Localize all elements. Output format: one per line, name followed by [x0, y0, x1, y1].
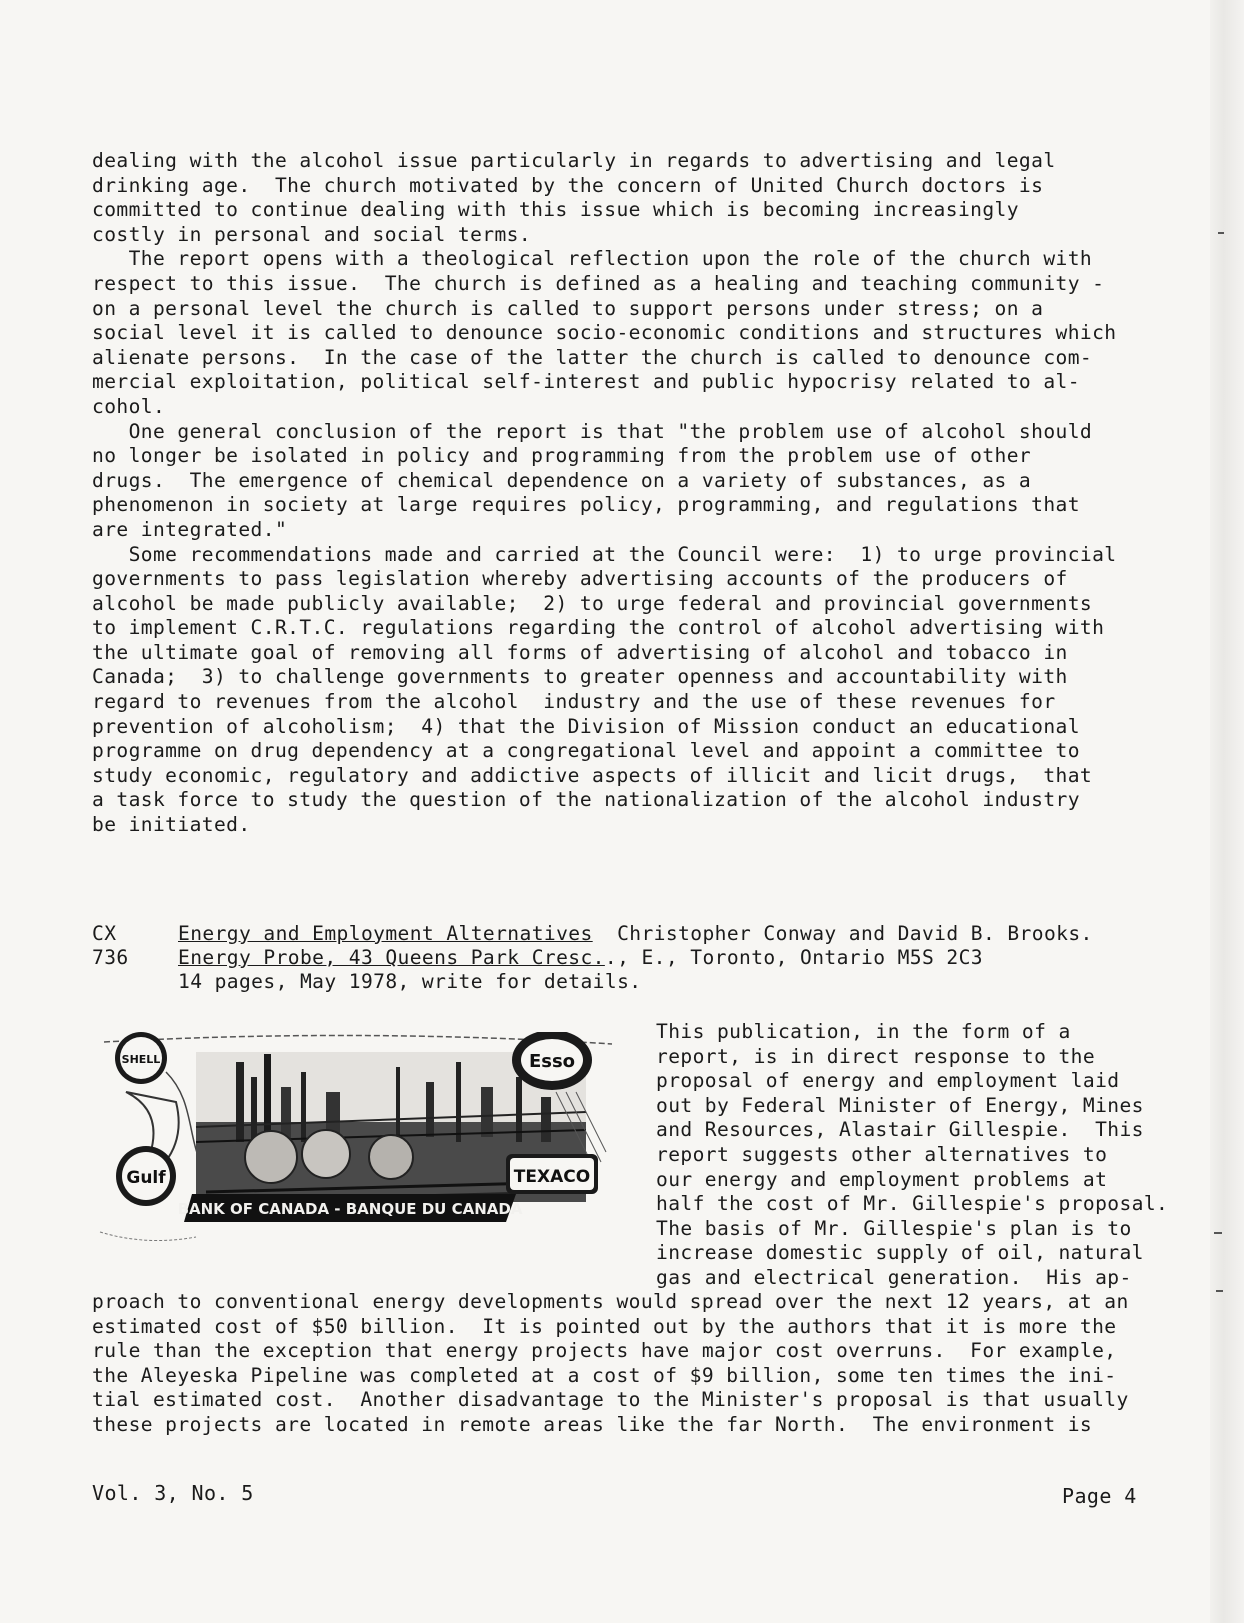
- citation-title: Energy and Employment Alternatives: [178, 922, 593, 945]
- text-line: regard to revenues from the alcohol industry and the use of these revenues for: [92, 690, 1056, 714]
- citation-authors: Christopher Conway and David B. Brooks.: [592, 922, 1093, 945]
- text-line: increase domestic supply of oil, natural: [656, 1241, 1144, 1265]
- citation-body: [178, 922, 1138, 994]
- text-line: cohol.: [92, 394, 166, 418]
- citation-details: 14 pages, May 1978, write for details.: [178, 970, 642, 993]
- refinery-illustration: [96, 1032, 620, 1248]
- catalog-code: [92, 922, 152, 970]
- intro-text: [92, 149, 1132, 838]
- text-line: and Resources, Alastair Gillespie. This: [656, 1118, 1144, 1142]
- text-line: governments to pass legislation whereby advertising accounts of the producers of: [92, 567, 1068, 591]
- margin-mark: [1216, 1290, 1223, 1292]
- text-line: drinking age. The church motivated by the concern of United Church doctors is: [92, 173, 1044, 197]
- page-number: Page 4: [1062, 1484, 1137, 1508]
- text-line: these projects are located in remote areas like the far North. The environment is: [92, 1412, 1093, 1436]
- text-line: programme on drug dependency at a congregational level and appoint a committee to: [92, 739, 1080, 763]
- text-line: the Aleyeska Pipeline was completed at a cost of $9 billion, some ten times the ini-: [92, 1363, 1117, 1387]
- citation-publisher-line: [178, 946, 1138, 970]
- text-line: Canada; 3) to challenge governments to greater openness and accountability with: [92, 665, 1068, 689]
- text-line: to implement C.R.T.C. regulations regarding the control of alcohol advertising with: [92, 616, 1105, 640]
- text-line: phenomenon in society at large requires policy, programming, and regulations that: [92, 493, 1080, 517]
- page-edge: [1210, 0, 1244, 1623]
- text-line: on a personal level the church is called to support persons under stress; on a: [92, 296, 1044, 320]
- text-line: out by Federal Minister of Energy, Mines: [656, 1093, 1144, 1117]
- citation-publisher: Energy Probe, 43 Queens Park Cresc.: [178, 946, 605, 969]
- text-line: alienate persons. In the case of the latter the church is called to denounce com-: [92, 345, 1093, 369]
- margin-mark: [1218, 232, 1224, 234]
- refinery-banknote-image: [96, 1032, 620, 1248]
- text-line: The report opens with a theological reflection upon the role of the church with: [92, 247, 1093, 271]
- text-line: proposal of energy and employment laid: [656, 1069, 1120, 1093]
- text-line: the ultimate goal of removing all forms of advertising of alcohol and tobacco in: [92, 640, 1068, 664]
- catalog-code-prefix: CX: [92, 922, 117, 945]
- citation-address: ., E., Toronto, Ontario M5S 2C3: [604, 946, 983, 969]
- shell-logo-text: SHELL: [121, 1053, 161, 1066]
- text-line: be initiated.: [92, 813, 251, 837]
- text-line: committed to continue dealing with this issue which is becoming increasingly: [92, 198, 1019, 222]
- texaco-logo-text: TEXACO: [513, 1167, 591, 1187]
- text-line: our energy and employment problems at: [656, 1167, 1108, 1191]
- text-line: The basis of Mr. Gillespie's plan is to: [656, 1216, 1132, 1240]
- text-line: social level it is called to denounce socio-economic conditions and structures which: [92, 321, 1117, 345]
- volume-number: Vol. 3, No. 5: [92, 1481, 254, 1505]
- text-line: a task force to study the question of the nationalization of the alcohol industry: [92, 788, 1080, 812]
- text-line: gas and electrical generation. His ap-: [656, 1265, 1132, 1289]
- text-line: report suggests other alternatives to: [656, 1142, 1108, 1166]
- margin-mark: [1214, 1232, 1222, 1234]
- continuation-text: [92, 1290, 1132, 1438]
- text-line: no longer be isolated in policy and programming from the problem use of other: [92, 444, 1032, 468]
- text-line: proach to conventional energy developments would spread over the next 12 years, at an: [92, 1290, 1129, 1313]
- text-line: alcohol be made publicly available; 2) to urge federal and provincial governments: [92, 591, 1093, 615]
- text-line: study economic, regulatory and addictive aspects of illicit and licit drugs, that: [92, 763, 1093, 787]
- text-line: respect to this issue. The church is defined as a healing and teaching community -: [92, 271, 1105, 295]
- side-text: [656, 1020, 1169, 1291]
- bank-banner-text: BANK OF CANADA - BANQUE DU CANADA: [177, 1200, 523, 1218]
- text-line: dealing with the alcohol issue particularly in regards to advertising and legal: [92, 149, 1056, 172]
- text-line: are integrated.": [92, 517, 288, 541]
- catalog-code-number: 736: [92, 946, 129, 969]
- text-line: estimated cost of $50 billion. It is pointed out by the authors that it is more the: [92, 1314, 1117, 1338]
- text-line: Some recommendations made and carried at the Council were: 1) to urge provincial: [92, 542, 1117, 566]
- text-line: rule than the exception that energy projects have major cost overruns. For example,: [92, 1339, 1117, 1363]
- text-line: costly in personal and social terms.: [92, 222, 532, 246]
- gulf-logo-text: Gulf: [126, 1168, 166, 1188]
- text-line: report, is in direct response to the: [656, 1044, 1096, 1068]
- esso-logo-text: Esso: [528, 1051, 576, 1072]
- text-line: tial estimated cost. Another disadvantage to the Minister's proposal is that usually: [92, 1388, 1129, 1412]
- text-line: prevention of alcoholism; 4) that the Division of Mission conduct an educational: [92, 714, 1080, 738]
- citation-title-line: [178, 922, 1138, 946]
- text-line: mercial exploitation, political self-interest and public hypocrisy related to al-: [92, 370, 1080, 394]
- text-line: This publication, in the form of a: [656, 1020, 1071, 1043]
- text-line: drugs. The emergence of chemical dependence on a variety of substances, as a: [92, 468, 1032, 492]
- text-line: One general conclusion of the report is that "the problem use of alcohol should: [92, 419, 1093, 443]
- text-line: half the cost of Mr. Gillespie's proposal.: [656, 1192, 1169, 1216]
